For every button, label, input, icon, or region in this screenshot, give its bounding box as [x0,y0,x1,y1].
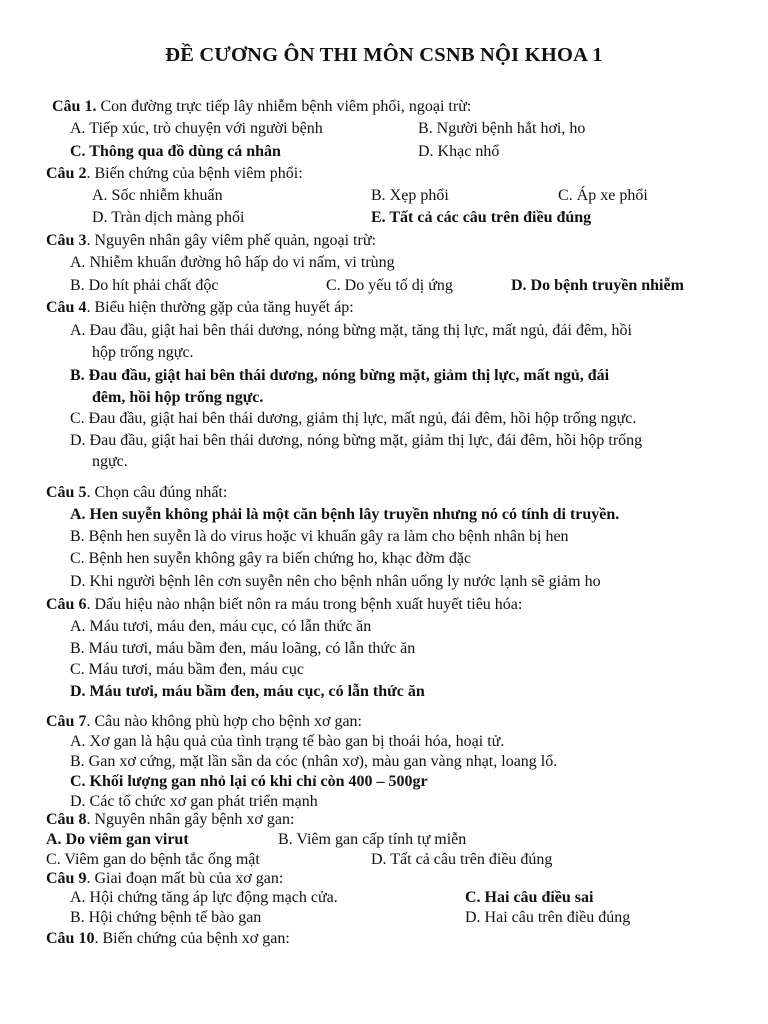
question-5 [46,483,227,503]
question-8-option-c: C. Viêm gan do bệnh tắc ống mật [46,851,260,868]
question-6-option-b: B. Máu tươi, máu bầm đen, máu loãng, có lẫn thức ăn [70,640,416,657]
question-6-option-d: D. Máu tươi, máu bầm đen, máu cục, có lẫn thức ăn [70,683,425,700]
question-3-option-d: D. Do bệnh truyền nhiễm [511,277,684,294]
question-4 [46,298,354,318]
question-1-option-d: D. Khạc nhổ [418,143,500,160]
question-7-option-b: B. Gan xơ cứng, mặt lần sần da cóc (nhân xơ), màu gan vàng nhạt, loang lổ. [70,753,558,770]
question-10 [46,929,290,949]
question-1-option-b: B. Người bệnh hắt hơi, ho [418,120,586,137]
question-6 [46,595,522,615]
question-1 [52,97,471,117]
document-title: ĐỀ CƯƠNG ÔN THI MÔN CSNB NỘI KHOA 1 [165,44,603,66]
question-2-option-e: E. Tất cả các câu trên điều đúng [371,209,592,226]
question-8-option-a: A. Do viêm gan virut [46,831,189,848]
question-2-option-a: A. Sốc nhiễm khuẩn [92,187,223,204]
question-8-option-b: B. Viêm gan cấp tính tự miễn [278,831,467,848]
question-7-option-a: A. Xơ gan là hậu quả của tình trạng tế bào gan bị thoái hóa, hoại tử. [70,733,505,750]
question-3-label: Câu 3 [46,232,87,249]
question-1-option-a: A. Tiếp xúc, trò chuyện với người bệnh [70,120,323,137]
question-6-option-a: A. Máu tươi, máu đen, máu cục, có lẫn thức ăn [70,618,372,635]
question-6-text: . Dấu hiệu nào nhận biết nôn ra máu trong bệnh xuất huyết tiêu hóa: [86,596,523,613]
question-7-option-d: D. Các tổ chức xơ gan phát triển mạnh [70,793,318,810]
question-9-option-d: D. Hai câu trên điều đúng [465,909,631,926]
question-9-option-a: A. Hội chứng tăng áp lực động mạch cửa. [70,889,338,906]
question-2-option-d: D. Tràn dịch màng phổi [92,209,245,226]
question-3-option-b: B. Do hít phải chất độc [70,277,219,294]
question-7-text: . Câu nào không phù hợp cho bệnh xơ gan: [86,713,362,730]
question-4-option-b-cont: đêm, hồi hộp trống ngực. [92,389,264,406]
question-10-text: . Biến chứng của bệnh xơ gan: [94,930,290,947]
question-8-label: Câu 8 [46,811,87,828]
question-4-text: . Biểu hiện thường gặp của tăng huyết áp: [86,299,354,316]
question-5-option-b: B. Bệnh hen suyễn là do virus hoặc vi khuẩn gây ra làm cho bệnh nhân bị hen [70,528,569,545]
question-10-label: Câu 10 [46,930,95,947]
question-5-text: . Chọn câu đúng nhất: [86,484,228,501]
question-9-text: . Giai đoạn mất bù của xơ gan: [86,870,284,887]
question-9-label: Câu 9 [46,870,87,887]
question-5-option-d: D. Khi người bệnh lên cơn suyễn nên cho bệnh nhân uống ly nước lạnh sẽ giảm ho [70,573,601,590]
question-1-label: Câu 1. [52,98,97,115]
question-7 [46,712,362,732]
question-4-option-c: C. Đau đầu, giật hai bên thái dương, giảm thị lực, mất ngủ, đái đêm, hồi hộp trống ngực. [70,410,637,427]
question-1-text: Con đường trực tiếp lây nhiễm bệnh viêm phổi, ngoại trừ: [96,98,472,115]
question-6-option-c: C. Máu tươi, máu bầm đen, máu cục [70,661,304,678]
question-2-label: Câu 2 [46,165,87,182]
question-2 [46,164,303,184]
question-6-label: Câu 6 [46,596,87,613]
question-4-label: Câu 4 [46,299,87,316]
question-9-option-c: C. Hai câu điều sai [465,889,594,906]
question-4-option-d: D. Đau đầu, giật hai bên thái dương, nóng bừng mặt, giảm thị lực, đái đêm, hồi hộp trống [70,432,643,449]
question-5-option-c: C. Bệnh hen suyễn không gây ra biến chứng ho, khạc đờm đặc [70,550,472,567]
question-3-option-c: C. Do yếu tố dị ứng [326,277,453,294]
question-2-text: . Biến chứng của bệnh viêm phổi: [86,165,303,182]
question-5-label: Câu 5 [46,484,87,501]
question-3-option-a: A. Nhiễm khuẩn đường hô hấp do vi nấm, vi trùng [70,254,395,271]
question-4-option-a-cont: hộp trống ngực. [92,344,194,361]
question-4-option-a: A. Đau đầu, giật hai bên thái dương, nóng bừng mặt, tăng thị lực, mất ngủ, đái đêm, hồi [70,322,632,339]
question-5-option-a: A. Hen suyễn không phải là một căn bệnh lây truyền nhưng nó có tính di truyền. [70,506,620,523]
question-4-option-b: B. Đau đầu, giật hai bên thái dương, nóng bừng mặt, giảm thị lực, mất ngủ, đái [70,367,610,384]
question-4-option-d-cont: ngực. [92,453,128,470]
question-3-text: . Nguyên nhân gây viêm phế quản, ngoại trừ: [86,232,376,249]
question-8 [46,810,294,830]
question-9-option-b: B. Hội chứng bệnh tế bào gan [70,909,262,926]
question-8-option-d: D. Tất cả câu trên điều đúng [371,851,553,868]
question-1-option-c: C. Thông qua đồ dùng cá nhân [70,143,281,160]
question-8-text: . Nguyên nhân gây bệnh xơ gan: [86,811,295,828]
question-7-option-c: C. Khối lượng gan nhỏ lại có khi chỉ còn 400 – 500gr [70,773,428,790]
question-2-option-c: C. Áp xe phổi [558,187,648,204]
question-9 [46,869,283,889]
question-7-label: Câu 7 [46,713,87,730]
question-3 [46,231,376,251]
question-2-option-b: B. Xẹp phổi [371,187,449,204]
